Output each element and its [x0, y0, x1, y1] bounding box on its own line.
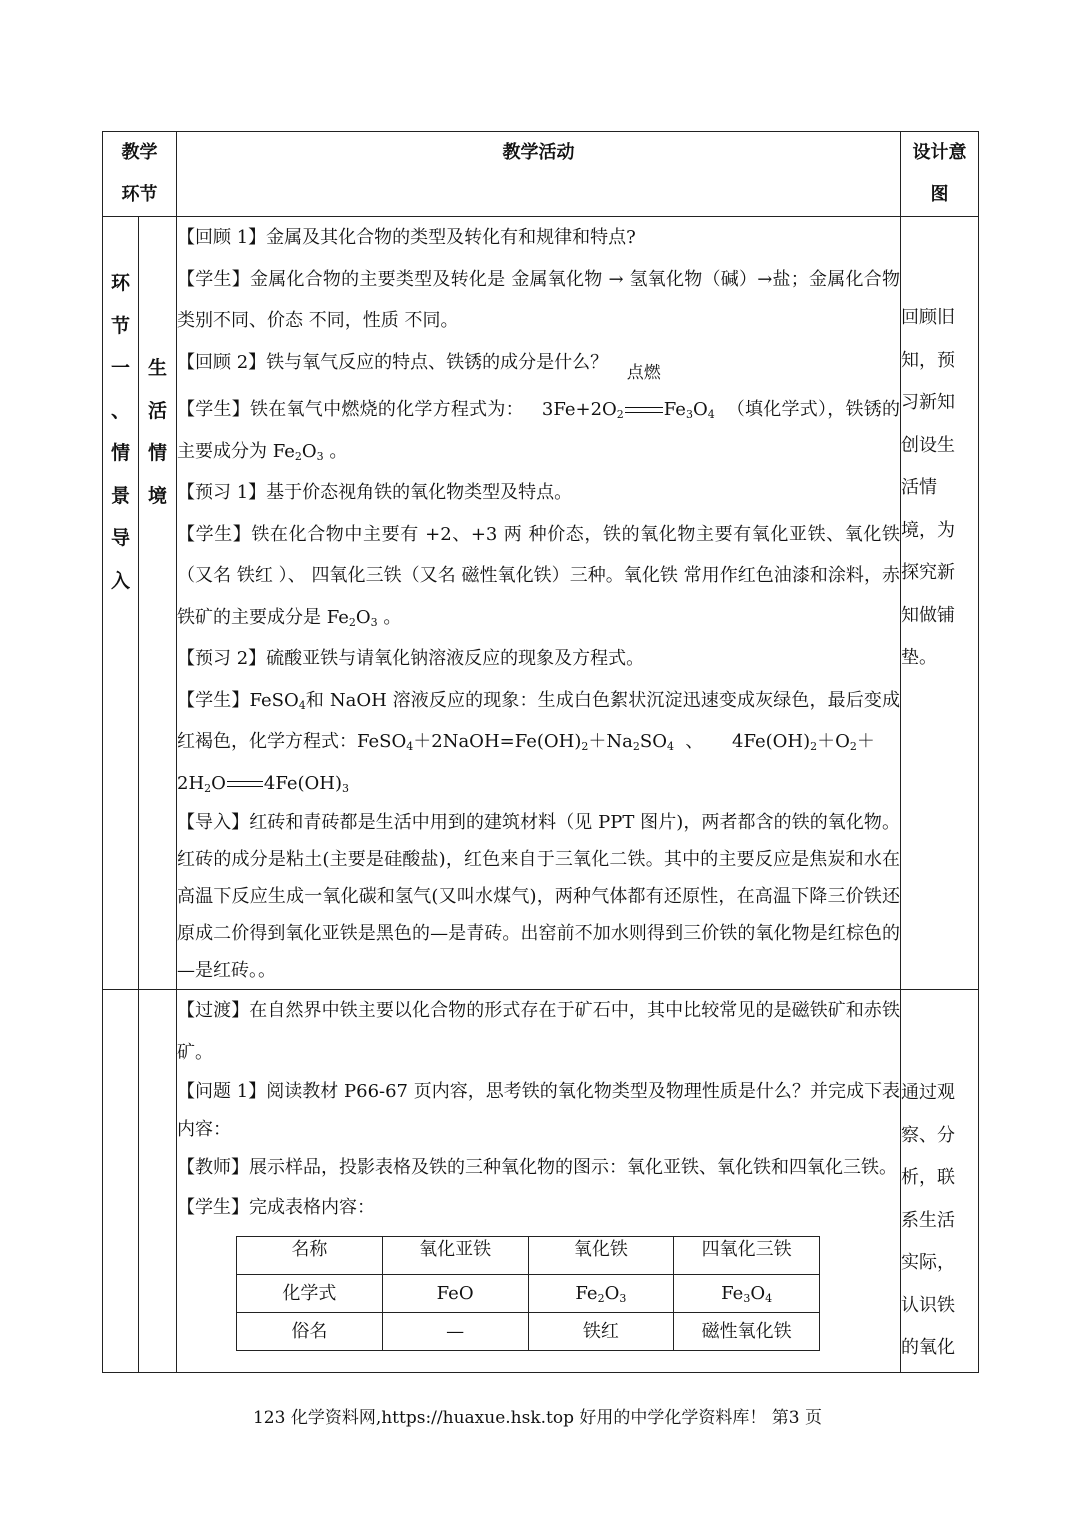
review-1: 【回顾 1】金属及其化合物的类型及转化有和规律和特点?: [177, 227, 636, 248]
intent-line: 系生活: [901, 1209, 955, 1231]
equation-part: Fe: [663, 399, 686, 420]
intent-line: 析，联: [901, 1167, 955, 1188]
formula: O: [604, 1282, 620, 1304]
question-1: 【问题 1】阅读教材 P66-67 页内容，思考铁的氧化物类型及物理性质是什么？并完成下表内容：: [177, 1081, 900, 1140]
sub-stage-char: 生: [147, 357, 167, 379]
formula: Fe: [721, 1282, 744, 1304]
header-stage: [103, 132, 177, 217]
subscript: 3: [685, 408, 693, 421]
header-activity: 教学活动: [177, 132, 901, 217]
stage-label: [103, 217, 139, 990]
equation-part: 4Fe(OH): [732, 731, 811, 752]
equation-part: ＋O: [817, 731, 850, 752]
teacher-note: 【教师】展示样品，投影表格及铁的三种氧化物的图示：氧化亚铁、氧化铁和四氧化三铁。: [177, 1157, 897, 1178]
subscript: 3: [743, 1291, 751, 1305]
equation-part: O: [211, 772, 226, 794]
equals-bar: [227, 781, 263, 787]
equation-part: SO: [639, 731, 667, 752]
subscript: 4: [666, 740, 674, 753]
intent-line: 境，为: [901, 519, 955, 541]
subscript: 3: [342, 781, 350, 795]
header-intent-line1: 设计意: [912, 142, 967, 163]
stage-char: 环: [110, 272, 130, 294]
equation-part: ＋2NaOH=Fe(OH): [413, 731, 582, 752]
preview-1: 【预习 1】基于价态视角铁的氧化物类型及特点。: [177, 482, 573, 503]
formula: O: [355, 606, 371, 628]
intent-line: 实际，: [901, 1252, 955, 1273]
student-answer-2: [177, 363, 901, 472]
text: 。: [329, 440, 348, 462]
intent-line: 创设生: [901, 434, 955, 456]
subscript: 2: [204, 781, 212, 795]
equation-part: ＋Na: [588, 731, 633, 752]
subscript: 3: [316, 449, 324, 463]
stage-char: 一: [110, 357, 130, 379]
subscript: 4: [707, 408, 715, 421]
intent-line: 的氧化: [901, 1337, 955, 1358]
table-cell: 氧化亚铁: [382, 1236, 528, 1274]
table-cell: 铁红: [528, 1312, 674, 1350]
subscript: 3: [370, 615, 378, 629]
table-cell: 氧化铁: [528, 1236, 674, 1274]
review-2: 【回顾 2】铁与氧气反应的特点、铁锈的成分是什么？: [177, 351, 609, 373]
reaction-condition: [625, 363, 663, 431]
formula: Fe: [575, 1282, 598, 1304]
student-answer-3: [177, 514, 900, 639]
preview-2: 【预习 2】硫酸亚铁与请氧化钠溶液反应的现象及方程式。: [177, 648, 645, 669]
intent-line: 回顾旧: [901, 307, 955, 328]
subscript: 2: [597, 1291, 605, 1305]
subscript: 2: [581, 740, 589, 753]
sub-stage-label: [139, 217, 177, 990]
stage-char: 、: [110, 399, 130, 422]
intent-line: 习新知: [901, 392, 955, 413]
table-cell: 磁性氧化铁: [674, 1312, 820, 1350]
stage-char: 节: [110, 314, 130, 337]
activity-cell-1: [177, 217, 901, 990]
section1-row: [103, 217, 979, 990]
table-row: [237, 1312, 820, 1350]
subscript: 2: [632, 740, 640, 753]
subscript: 3: [619, 1291, 627, 1305]
text: 【学生】铁在氧气中燃烧的化学方程式为：: [177, 399, 524, 420]
formula: Fe: [326, 606, 349, 628]
activity-cell-2: [177, 990, 901, 1373]
equation-part: ＋: [856, 731, 875, 752]
iron-oxide-table: [236, 1236, 820, 1351]
student-answer-1: 【学生】金属化合物的主要类型及转化是 金属氧化物 → 氢氧化物（碱）→盐；金属化合物类别不同、价态 不同，性质 不同。: [177, 268, 900, 331]
sub-stage-char: 活: [147, 399, 167, 422]
formula: O: [750, 1282, 766, 1304]
table-header-row: [103, 132, 979, 217]
stage-char: 景: [110, 484, 130, 507]
intent-line: 活情: [901, 477, 937, 498]
intent-line: 探究新: [901, 562, 955, 583]
subscript: 2: [294, 449, 302, 463]
subscript: 4: [298, 698, 306, 712]
sub-stage-char: 情: [147, 442, 167, 464]
condition-label: 点燃: [626, 363, 661, 383]
intent-line: 通过观: [901, 1082, 955, 1103]
table-cell: FeO: [382, 1274, 528, 1312]
formula: Fe: [272, 440, 295, 462]
subscript: 2: [849, 740, 857, 753]
subscript: 4: [406, 740, 414, 753]
header-intent-line2: 图: [930, 184, 949, 205]
intent-line: 垫。: [901, 647, 937, 668]
equation-part: O: [692, 399, 708, 420]
intent-cell-1: [901, 217, 979, 990]
lesson-plan-table: [102, 131, 979, 1373]
subscript: 4: [765, 1291, 773, 1305]
text: 、: [685, 731, 704, 752]
intent-line: 知，预: [901, 349, 955, 371]
subscript: 2: [810, 740, 818, 753]
table-cell: 名称: [237, 1236, 383, 1274]
text: 。: [383, 606, 402, 628]
text: （填化学式），铁锈的主要成分为: [177, 399, 901, 462]
table-cell: 俗名: [237, 1312, 383, 1350]
text: 【学生】铁在化合物中主要有 +2、+3 两 种价态，铁的氧化物主要有氧化亚铁、氧化铁（又名 铁红 ）、 四氧化三铁（又名 磁性氧化铁）三种。氧化铁 常用作红色油漆和涂料，赤铁矿的主要成分是: [177, 523, 900, 628]
section2-row: [103, 990, 979, 1373]
introduction: 【导入】红砖和青砖都是生活中用到的建筑材料（见 PPT 图片)，两者都含的铁的氧化物。红砖的成分是粘土(主要是硅酸盐)，红色来自于三氧化二铁。其中的主要反应是焦炭和水在高温下反应生成一氧化碳和氢气(又叫水煤气)，两种气体都有还原性，在高温下降三价铁还原成二价得到氧化亚铁是黑色的—是青砖。出窑前不加水则得到三价铁的氧化物是红棕色的—是红砖。。: [177, 812, 900, 981]
subscript: 2: [348, 615, 356, 629]
table-row: [237, 1274, 820, 1312]
equation-part: 3Fe+2O: [541, 399, 617, 420]
formula: O: [301, 440, 317, 462]
header-stage-line2: 环节: [121, 184, 158, 205]
stage-char: 情: [110, 442, 130, 464]
intent-cell-2: [901, 990, 979, 1373]
equation-part: 4Fe(OH): [263, 772, 343, 794]
student-answer-4: [177, 680, 900, 805]
intent-line: 认识铁: [901, 1294, 955, 1316]
table-cell: 四氧化三铁: [674, 1236, 820, 1274]
table-cell: 化学式: [237, 1274, 383, 1312]
subscript: 2: [616, 408, 624, 421]
intent-line: 察、分: [901, 1124, 955, 1146]
stage-char: 入: [110, 569, 130, 592]
text: 【学生】FeSO: [177, 689, 299, 711]
table-cell: [528, 1274, 674, 1312]
sub-stage-char: 境: [147, 484, 167, 507]
table-cell: —: [382, 1312, 528, 1350]
table-cell: [674, 1274, 820, 1312]
table-row: [237, 1236, 820, 1274]
equals-bar: [625, 407, 663, 413]
header-stage-line1: 教学: [121, 142, 158, 163]
header-intent: [901, 132, 979, 217]
page-footer: 123 化学资料网,https://huaxue.hsk.top 好用的中学化学资料库！ 第3 页: [252, 1408, 823, 1428]
sub-stage-label-2: [139, 990, 177, 1373]
equation-part: 2H: [177, 772, 205, 794]
stage-label-2: [103, 990, 139, 1373]
intent-line: 知做铺: [901, 604, 955, 626]
transition: 【过渡】在自然界中铁主要以化合物的形式存在于矿石中，其中比较常见的是磁铁矿和赤铁矿。: [177, 1000, 900, 1063]
text: 和 NaOH 溶液反应的现象：生成白色絮状沉淀迅速变成灰绿色，最后变成红褐色，化学方程式：FeSO: [177, 689, 900, 752]
student-note: 【学生】完成表格内容：: [177, 1197, 375, 1218]
stage-char: 导: [110, 527, 130, 549]
